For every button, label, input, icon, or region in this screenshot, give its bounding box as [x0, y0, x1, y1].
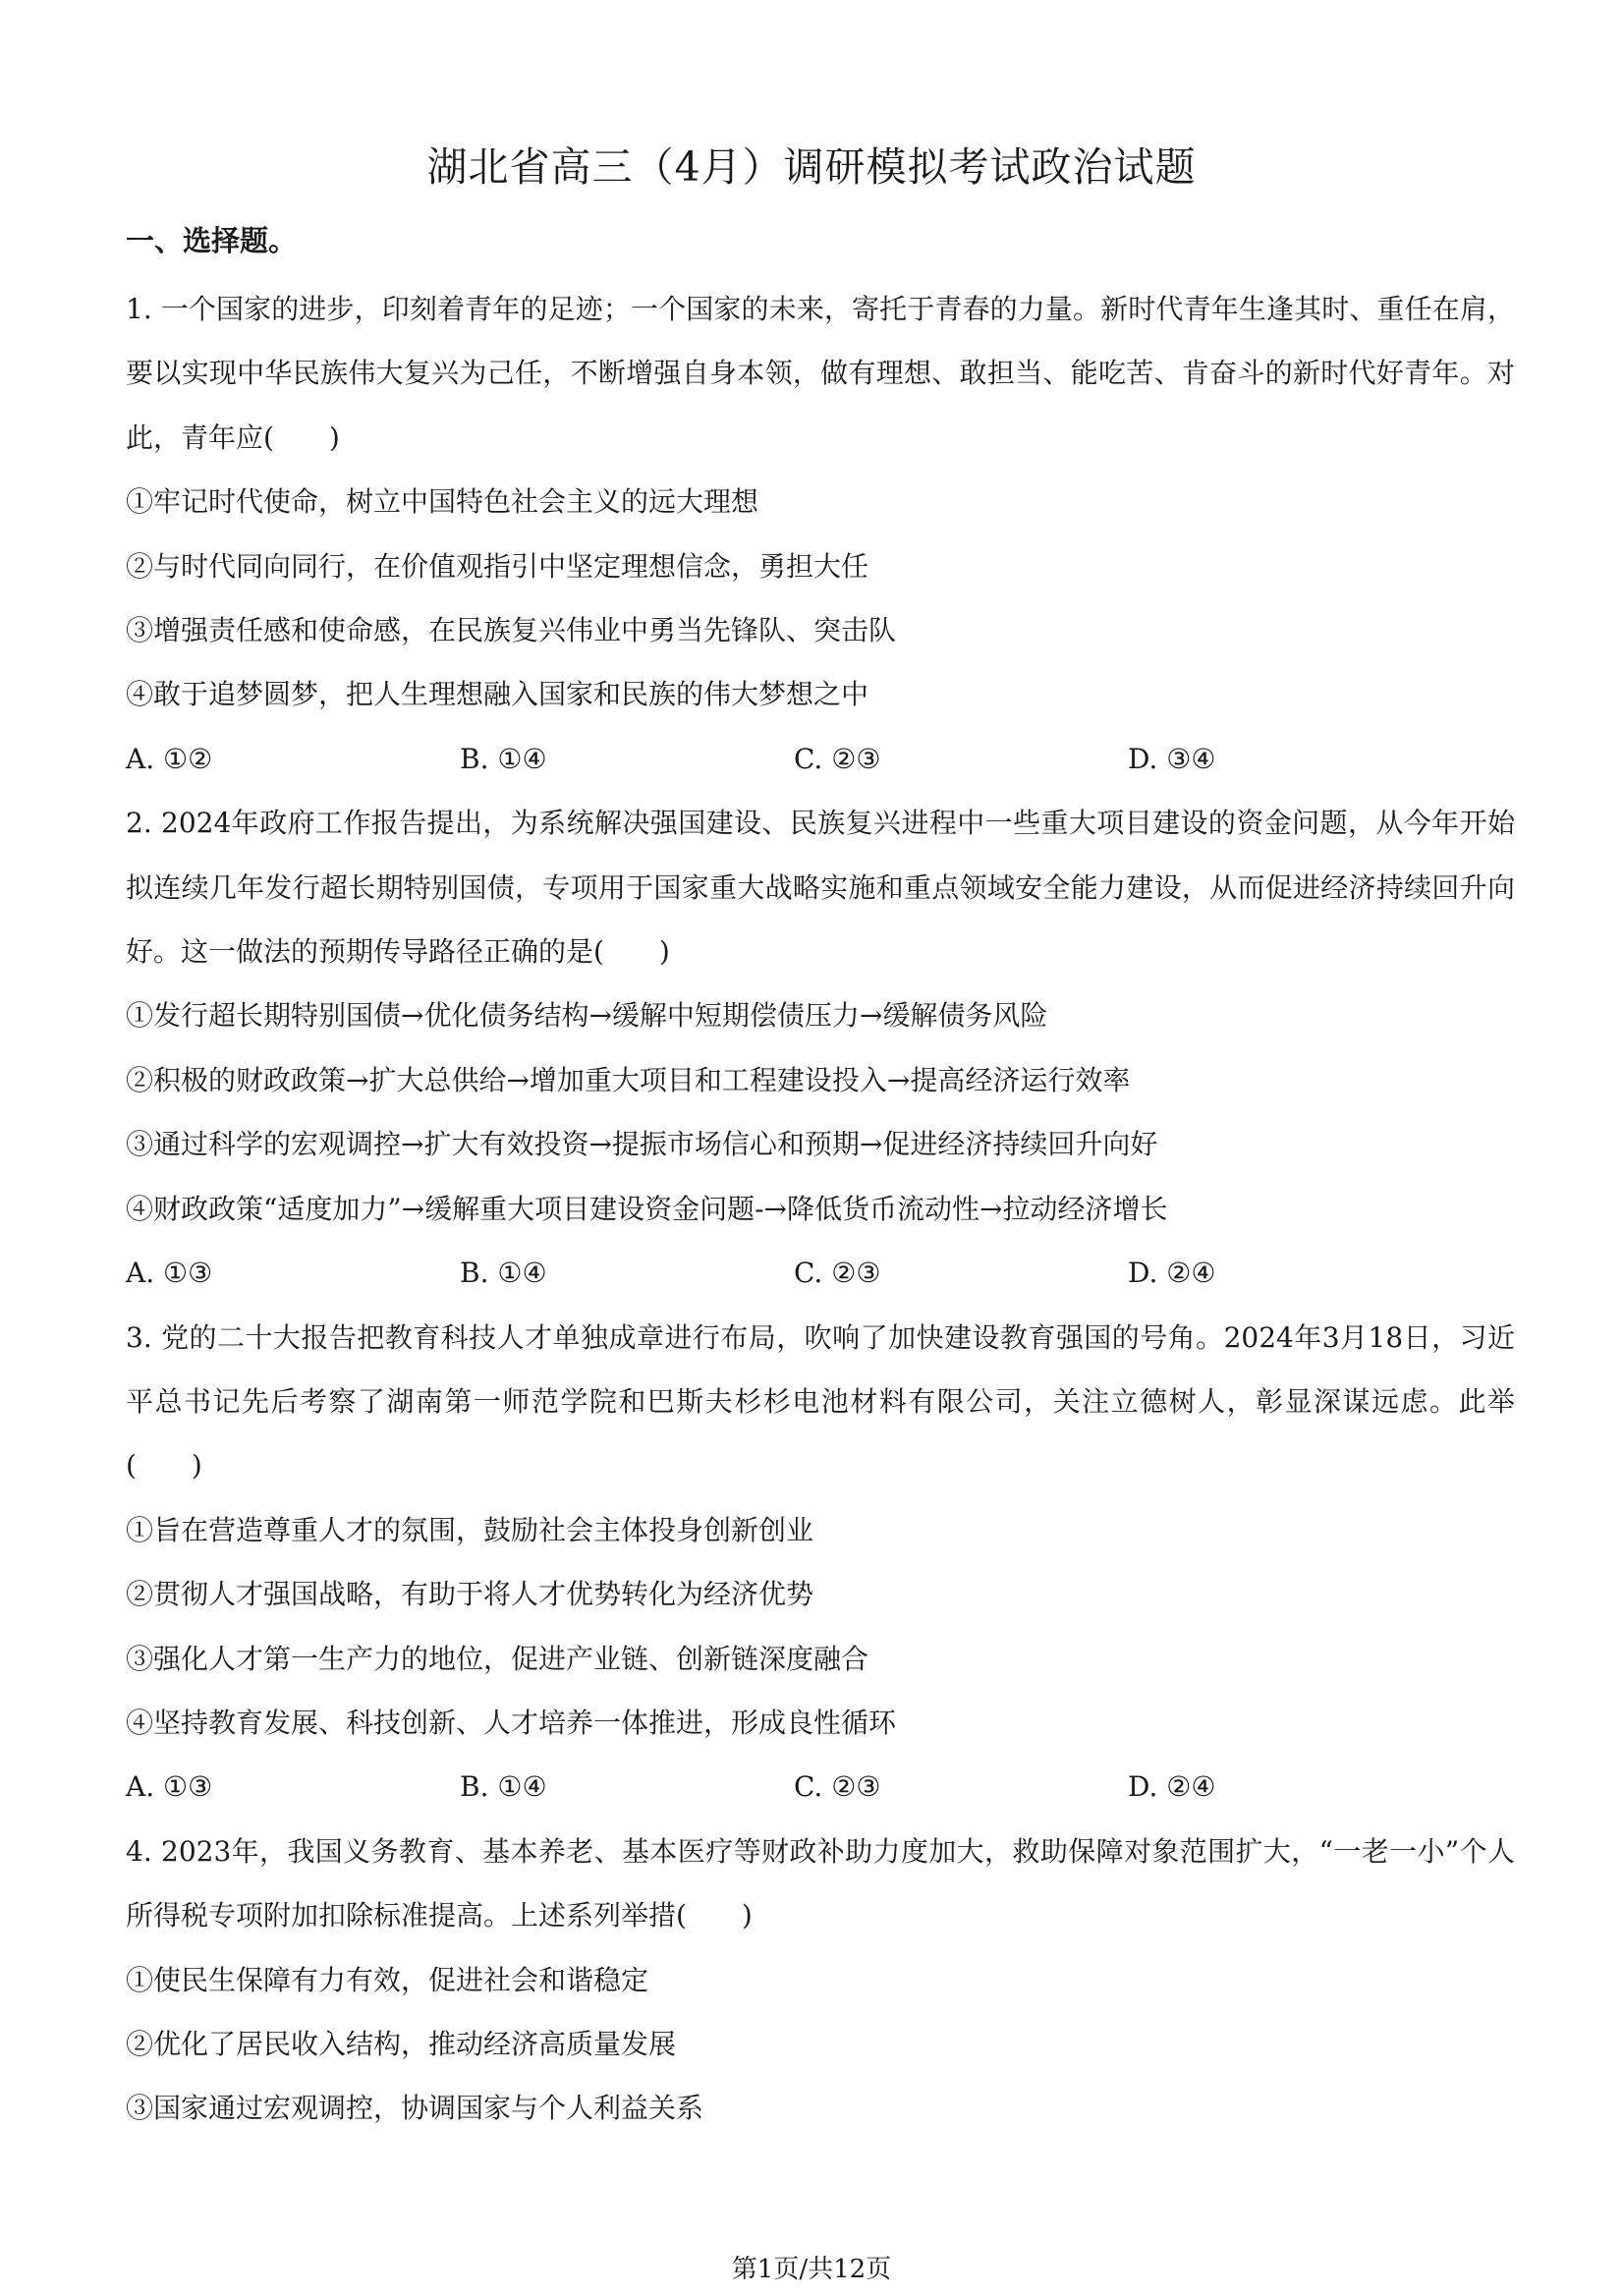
question-3-option-2: ②贯彻人才强国战略，有助于将人才优势转化为经济优势 [126, 1578, 814, 1611]
choice-b: B. ①④ [460, 742, 547, 775]
choice-a: A. ①③ [126, 1770, 213, 1804]
question-3-option-1: ①旨在营造尊重人才的氛围，鼓励社会主体投身创新创业 [126, 1513, 814, 1546]
choice-c: C. ②③ [794, 1770, 881, 1804]
choice-d: D. ②④ [1128, 1257, 1216, 1290]
page-title: 湖北省高三（4月）调研模拟考试政治试题 [426, 143, 1197, 191]
choice-a: A. ①③ [126, 1257, 213, 1290]
choice-c: C. ②③ [794, 742, 881, 775]
question-2-option-2: ②积极的财政政策→扩大总供给→增加重大项目和工程建设投入→提高经济运行效率 [126, 1063, 1131, 1096]
question-2-option-4: ④财政政策“适度加力”→缓解重大项目建设资金问题-→降低货币流动性→拉动经济增长 [126, 1192, 1168, 1225]
question-1-stem: 1. 一个国家的进步，印刻着青年的足迹；一个国家的未来，寄托于青春的力量。新时代青年生逢其时、重任在肩，要以实现中华民族伟大复兴为己任，不断增强自身本领，做有理想、敢担当、能吃苦、肯奋斗的新时代好青年。对此，青年应( ) [126, 293, 1515, 454]
page-footer: 第1页/共12页 [731, 2255, 892, 2284]
question-2-choices [126, 1241, 1515, 1305]
question-4-option-2: ②优化了居民收入结构，推动经济高质量发展 [126, 2027, 677, 2060]
question-1-option-4: ④敢于追梦圆梦，把人生理想融入国家和民族的伟大梦想之中 [126, 678, 869, 711]
question-2-option-3: ③通过科学的宏观调控→扩大有效投资→提振市场信心和预期→促进经济持续回升向好 [126, 1128, 1158, 1161]
question-4-option-3: ③国家通过宏观调控，协调国家与个人利益关系 [126, 2092, 704, 2125]
question-3-option-3: ③强化人才第一生产力的地位，促进产业链、创新链深度融合 [126, 1642, 869, 1675]
question-1-choices [126, 727, 1515, 791]
question-3-choices [126, 1755, 1515, 1819]
question-4-stem: 4. 2023年，我国义务教育、基本养老、基本医疗等财政补助力度加大，救助保障对象范围扩大，“一老一小”个人所得税专项附加扣除标准提高。上述系列举措( ) [126, 1834, 1515, 1932]
question-3-option-4: ④坚持教育发展、科技创新、人才培养一体推进，形成良性循环 [126, 1706, 897, 1739]
questions-block [126, 277, 1515, 2141]
question-2-option-1: ①发行超长期特别国债→优化债务结构→缓解中短期偿债压力→缓解债务风险 [126, 999, 1048, 1033]
choice-b: B. ①④ [460, 1257, 547, 1290]
choice-d: D. ②④ [1128, 1770, 1216, 1804]
choice-d: D. ③④ [1128, 742, 1216, 775]
choice-a: A. ①② [126, 742, 213, 775]
choice-b: B. ①④ [460, 1770, 547, 1804]
question-1-option-1: ①牢记时代使命，树立中国特色社会主义的远大理想 [126, 485, 759, 519]
question-1-option-3: ③增强责任感和使命感，在民族复兴伟业中勇当先锋队、突击队 [126, 614, 897, 647]
question-2-stem: 2. 2024年政府工作报告提出，为系统解决强国建设、民族复兴进程中一些重大项目建设的资金问题，从今年开始拟连续几年发行超长期特别国债，专项用于国家重大战略实施和重点领域安全能力建设，从而促进经济持续回升向好。这一做法的预期传导路径正确的是( ) [126, 807, 1515, 969]
section-heading: 一、选择题。 [126, 224, 298, 257]
choice-c: C. ②③ [794, 1257, 881, 1290]
question-3-stem: 3. 党的二十大报告把教育科技人才单独成章进行布局，吹响了加快建设教育强国的号角。2024年3月18日，习近平总书记先后考察了湖南第一师范学院和巴斯夫杉杉电池材料有限公司，关注立德树人，彰显深谋远虑。此举( ) [126, 1320, 1515, 1483]
question-4-option-1: ①使民生保障有力有效，促进社会和谐稳定 [126, 1963, 649, 1996]
question-1-option-2: ②与时代同向同行，在价值观指引中坚定理想信念，勇担大任 [126, 549, 869, 583]
